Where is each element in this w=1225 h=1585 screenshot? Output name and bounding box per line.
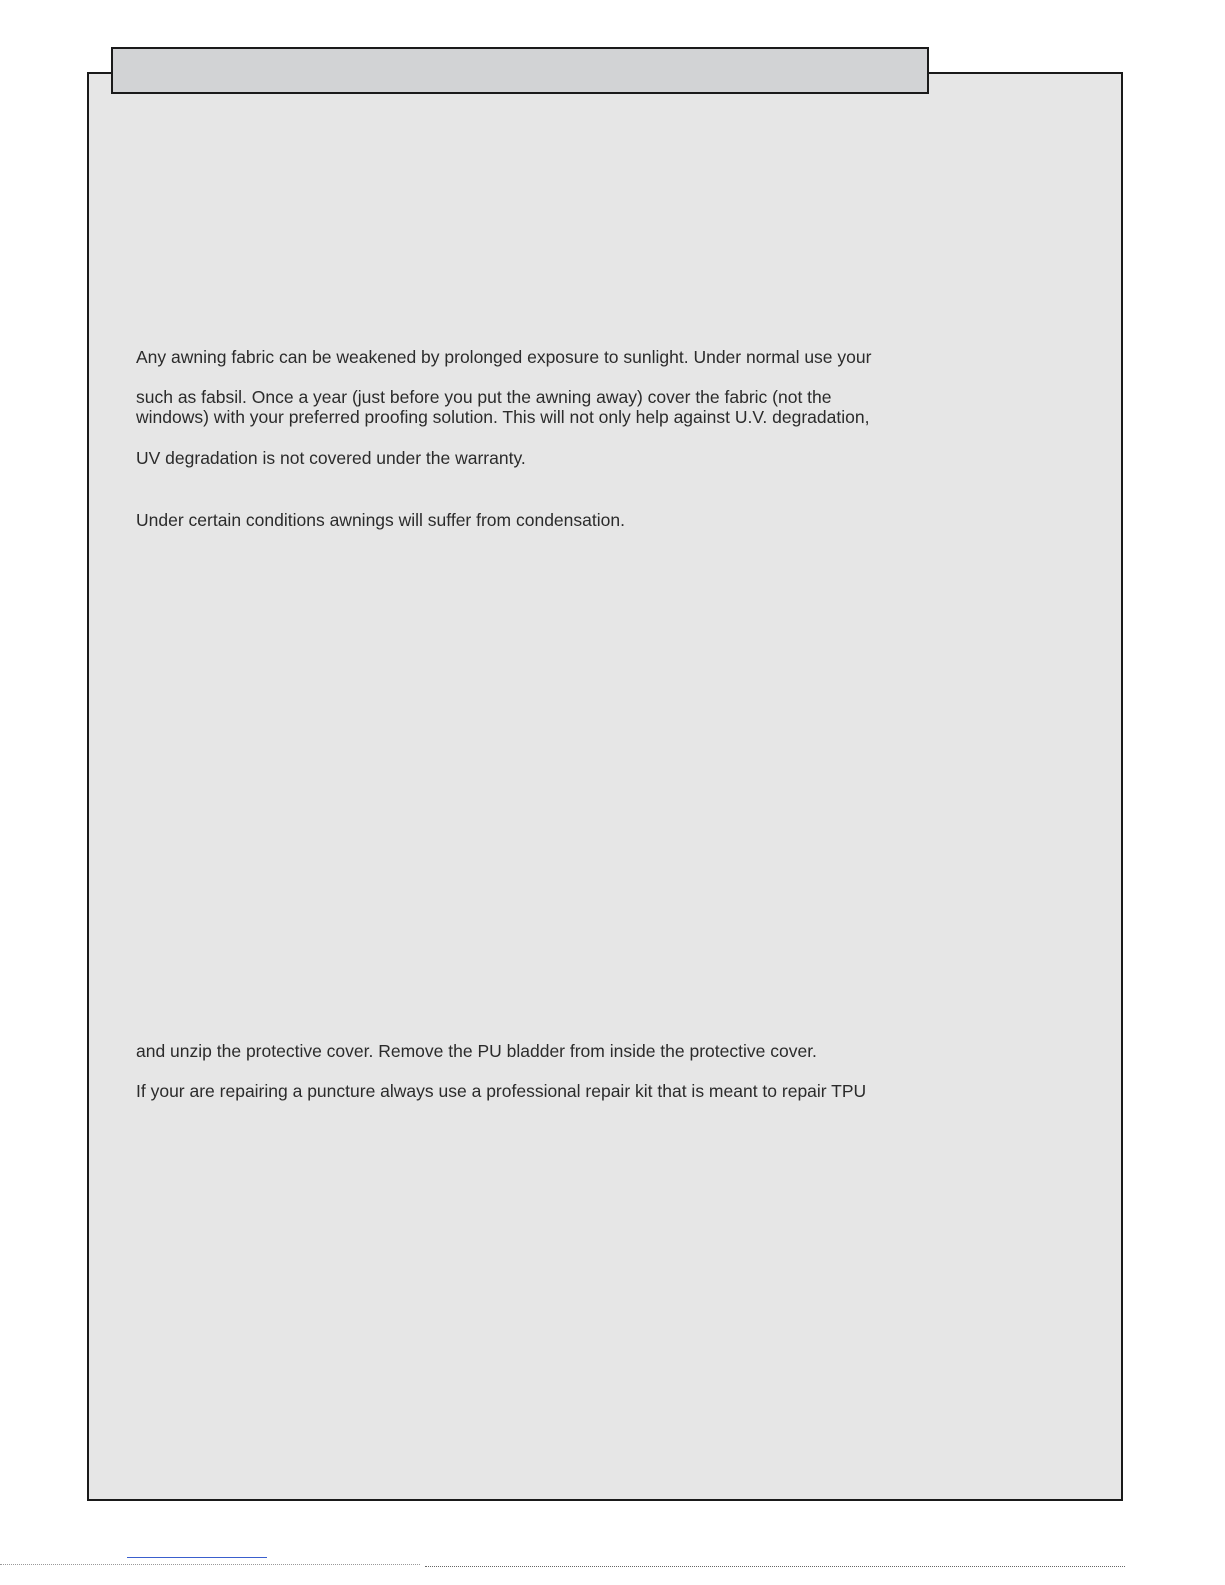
condensation-paragraph-line-1: Under certain conditions awnings will suffer from condensation. bbox=[136, 510, 625, 530]
footer-dotted-marks bbox=[0, 1564, 420, 1565]
uv-paragraph-line-1: Any awning fabric can be weakened by prolonged exposure to sunlight. Under normal use your bbox=[136, 347, 872, 367]
footer-link-underline bbox=[127, 1557, 267, 1558]
uv-paragraph-line-3: windows) with your preferred proofing solution. This will not only help against U.V. degradation, bbox=[136, 407, 870, 427]
uv-paragraph-line-2: such as fabsil. Once a year (just before you put the awning away) cover the fabric (not the bbox=[136, 387, 832, 407]
repair-paragraph-line-1: and unzip the protective cover. Remove the PU bladder from inside the protective cover. bbox=[136, 1041, 817, 1061]
section-title-bar bbox=[111, 47, 929, 94]
repair-paragraph-line-2: If your are repairing a puncture always use a professional repair kit that is meant to repair TPU bbox=[136, 1081, 867, 1101]
uv-paragraph-line-4: UV degradation is not covered under the warranty. bbox=[136, 448, 526, 468]
content-panel bbox=[87, 72, 1123, 1501]
footer-dotted-rule bbox=[425, 1566, 1125, 1567]
